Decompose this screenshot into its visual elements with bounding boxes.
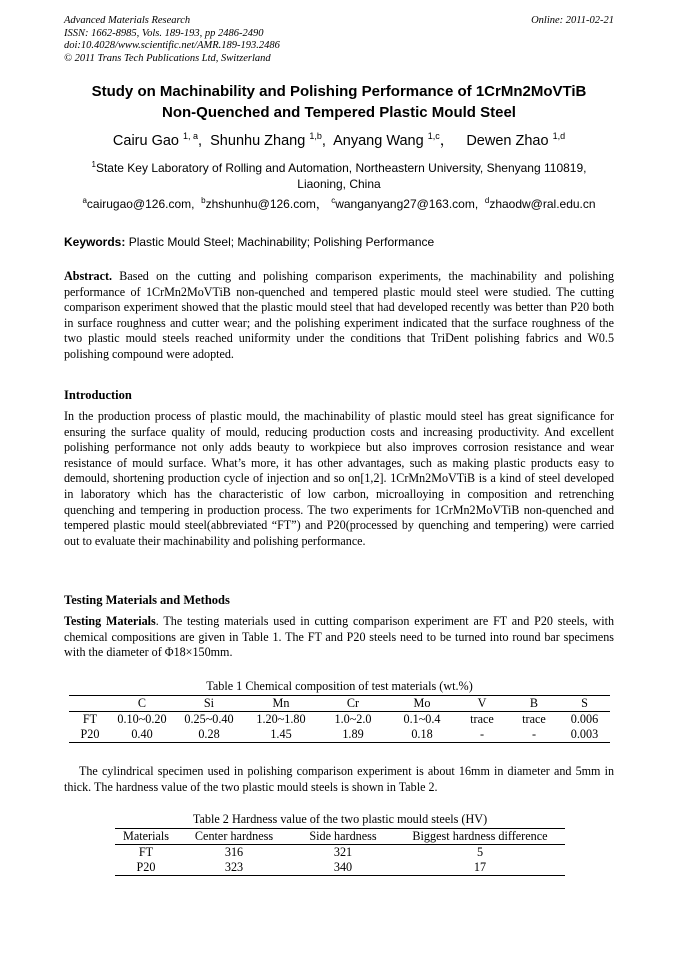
testing-materials-label: Testing Materials (64, 614, 156, 628)
table1-cell: 1.45 (270, 727, 292, 741)
testing-materials-paragraph (64, 614, 614, 661)
email-mark: a (82, 196, 87, 205)
table1-cell: 0.18 (411, 727, 433, 741)
table1-cell: trace (470, 712, 494, 726)
table1-cell: 0.003 (570, 727, 599, 741)
abstract (64, 269, 614, 363)
methods-heading: Testing Materials and Methods (64, 593, 230, 607)
table1-header-row (69, 696, 610, 712)
testing-materials-text: . The testing materials used in cutting comparison experiment are FT and P20 steels, with chemical compositions are given in Table 1. The FT and P20 steels need to be turned into round bar specimens with the diameter of Φ18×150mm. (64, 614, 614, 660)
table2-cell: 321 (333, 845, 353, 859)
table1-header-cell: Mn (272, 696, 290, 710)
table2-header-row (115, 829, 565, 845)
table1-caption: Table 1 Chemical composition of test materials (wt.%) (206, 679, 473, 693)
table2-header-cell: Center hardness (194, 829, 274, 843)
table-row (115, 845, 565, 861)
keywords (64, 234, 434, 250)
table1-header-cell (69, 696, 111, 712)
email-address[interactable]: cairugao@126.com (86, 197, 192, 211)
polishing-specimen-text: The cylindrical specimen used in polishing comparison experiment is about 16mm in diameter and 5mm in thick. The hardness value of the two plastic mould steels is shown in Table 2. (64, 764, 614, 794)
email-address[interactable]: zhaodw@ral.edu.cn (489, 197, 596, 211)
author-affiliation-mark: 1,d (552, 131, 566, 141)
introduction-text: In the production process of plastic mould, the machinability of plastic mould steel has great significance for ensuring the surface quality of mould, reducing production costs and increasing productivity. And excellent polishing performance not only adds beauty to workpiece but also improves corrosion resistance and wear resistance of mould surface. What’s more, it has other advantages, such as making plastic products easy to demould, shortening production cycle of injection and so on[1,2]. 1CrMn2MoVTiB is a kind of steel developed in laboratory which has the characteristic of low carbon, microalloying in composition and retrenching quenching and tempering in production process. The two experiments for 1CrMn2MoVTiB non-quenched and tempered plastic mould steel(abbreviated “FT”) and P20(processed by quenching and tempering) were carried out to evaluate their machinability and polishing performance. (64, 409, 614, 548)
author-separator: ， (439, 133, 463, 149)
table1 (69, 695, 610, 743)
table1-cell: FT (82, 712, 98, 726)
table2-cell: P20 (136, 860, 156, 874)
table1-cell: 0.28 (198, 727, 220, 741)
journal-doi: doi:10.4028/www.scientific.net/AMR.189-193.2486 (64, 40, 280, 51)
author-name: Dewen Zhao (466, 133, 549, 149)
table1-cell: 0.25~0.40 (184, 712, 234, 726)
table2-header-cell: Side hardness (309, 829, 377, 843)
email-separator: , (474, 197, 482, 211)
table1-header-cell: C (137, 696, 147, 710)
title-line-1: Study on Machinability and Polishing Performance of 1CrMn2MoVTiB (91, 83, 587, 100)
journal-issn: ISSN: 1662-8985, Vols. 189-193, pp 2486-2490 (64, 27, 264, 39)
email-mark: d (484, 196, 490, 205)
table1-cell: - (479, 727, 485, 741)
table1-cell: 0.1~0.4 (403, 712, 441, 726)
table1-header-cell: Cr (346, 696, 360, 710)
table1-cell: - (531, 727, 537, 741)
email-address[interactable]: zhshunhu@126.com (205, 197, 316, 211)
table2 (115, 828, 565, 876)
table2-cell: FT (138, 845, 154, 859)
author-affiliation-mark: 1, a (183, 131, 199, 141)
table1-cell: trace (522, 712, 546, 726)
table1-cell: 0.10~0.20 (117, 712, 167, 726)
table1-cell: 0.006 (570, 712, 599, 726)
table2-header-cell: Biggest hardness difference (412, 829, 548, 843)
table1-header-cell: Si (203, 696, 215, 710)
introduction-heading: Introduction (64, 388, 132, 402)
table1-cell: P20 (80, 727, 100, 741)
table1-cell: 1.20~1.80 (256, 712, 306, 726)
email-address[interactable]: wanganyang27@163.com (335, 197, 475, 211)
email-mark: b (201, 196, 206, 205)
affiliation (70, 160, 608, 192)
email-mark: c (331, 196, 336, 205)
journal-header (64, 15, 280, 65)
title-line-2: Non-Quenched and Tempered Plastic Mould Steel (162, 104, 516, 121)
table1-header-cell: Mo (413, 696, 431, 710)
email-separator: ， (315, 197, 328, 211)
online-date: Online: 2011-02-21 (531, 15, 614, 26)
email-separator: , (191, 197, 198, 211)
table1-header-cell: B (529, 696, 539, 710)
keywords-label: Keywords: (64, 235, 126, 249)
author-separator: , (321, 133, 330, 149)
table2-cell: 316 (224, 845, 244, 859)
abstract-text: Based on the cutting and polishing comparison experiments, the machinability and polishing performance of 1CrMn2MoVTiB non-quenched and tempered plastic mould steel were studied. The cutting comparison experiment showed that the plastic mould steel that had developed recently was better than P20 both in surface roughness and cutter wear; and the polishing experiment indicated that the surface roughness of the two plastic mould steels reached uniformity under the conditions that TriDent polishing fabrics and W0.5 polishing compound were adopted. (64, 269, 614, 361)
table1-header-cell: S (581, 696, 588, 710)
email-list (40, 196, 638, 212)
author-separator: , (198, 133, 207, 149)
author-name: Cairu Gao (112, 133, 179, 149)
table-row (69, 727, 610, 743)
journal-name: Advanced Materials Research (64, 15, 191, 26)
table2-header-cell: Materials (122, 829, 170, 843)
table1-cell: 1.89 (342, 727, 364, 741)
author-affiliation-mark: 1,b (309, 131, 322, 141)
table2-cell: 323 (224, 860, 244, 874)
table1-header-cell: V (477, 696, 487, 710)
table2-cell: 17 (473, 860, 487, 874)
table1-cell: 0.40 (131, 727, 153, 741)
abstract-label: Abstract. (64, 269, 113, 283)
affiliation-mark: 1 (91, 160, 96, 169)
author-list (40, 131, 638, 151)
paper-title (40, 81, 638, 123)
author-name: Shunhu Zhang (210, 133, 306, 149)
table-row (115, 860, 565, 876)
table2-caption: Table 2 Hardness value of the two plastic mould steels (HV) (192, 812, 488, 826)
keywords-text: Plastic Mould Steel; Machinability; Polishing Performance (128, 235, 435, 249)
table1-cell: 1.0~2.0 (334, 712, 372, 726)
affiliation-text: State Key Laboratory of Rolling and Automation, Northeastern University, Shenyang 110819, Liaoning, China (95, 161, 587, 191)
journal-copyright: © 2011 Trans Tech Publications Ltd, Switzerland (64, 52, 271, 64)
table-row (69, 712, 610, 728)
author-affiliation-mark: 1,c (427, 131, 440, 141)
table2-cell: 5 (476, 845, 484, 859)
author-name: Anyang Wang (333, 133, 424, 149)
table2-cell: 340 (333, 860, 353, 874)
